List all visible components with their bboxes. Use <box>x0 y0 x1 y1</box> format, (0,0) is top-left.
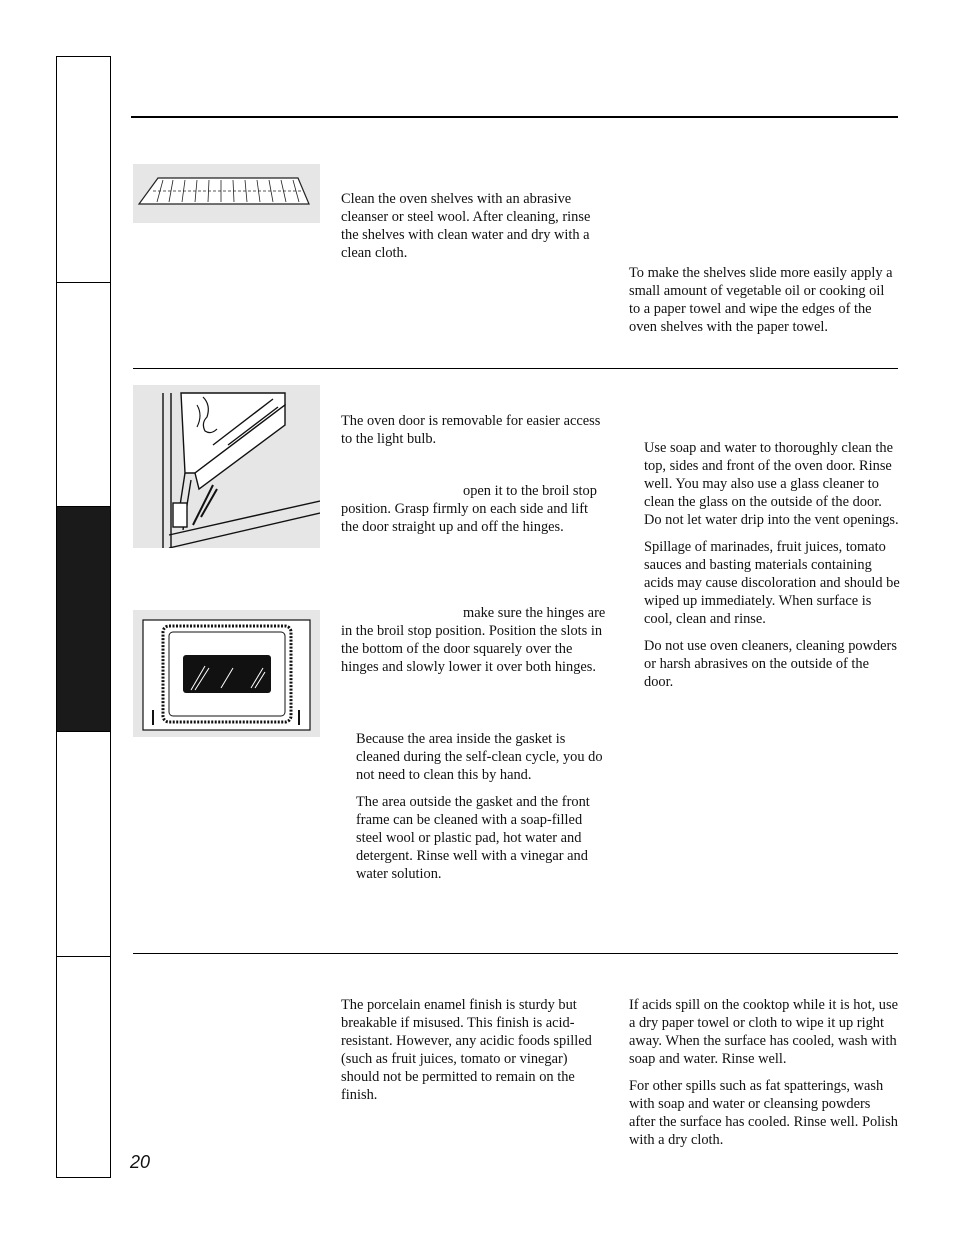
page-number: 20 <box>130 1152 151 1172</box>
section-rule-top <box>131 116 898 118</box>
door-outside-paragraph-3: Do not use oven cleaners, cleaning powders or harsh abrasives on the outside of the door. <box>644 638 897 690</box>
tab-1 <box>57 57 110 283</box>
tab-4 <box>57 732 110 957</box>
gasket-outside-paragraph: The area outside the gasket and the front frame can be cleaned with a soap-filled steel wool or plastic pad, hot water and detergent. Rinse well with a vinegar and water solution. <box>356 794 590 882</box>
door-removal-paragraph: open it to the broil stop position. Grasp firmly on each side and lift the door straight up and off the hinges. <box>341 483 597 535</box>
oven-door-icon <box>133 610 320 737</box>
gasket-inside-paragraph: Because the area inside the gasket is cleaned during the self-clean cycle, you do not need to clean this by hand. <box>356 731 603 783</box>
door-removal-text <box>341 482 603 545</box>
shelf-cleaning-text <box>341 190 603 271</box>
gasket-text <box>356 730 611 892</box>
oven-shelf-illustration <box>133 164 320 223</box>
door-intro-text <box>341 412 603 457</box>
enamel-other-paragraph: For other spills such as fat spatterings, wash with soap and water or cleansing powders after the surface has cooled. Rinse well. Polish with a dry cloth. <box>629 1078 898 1148</box>
enamel-finish-text <box>341 996 606 1113</box>
enamel-finish-paragraph: The porcelain enamel finish is sturdy but breakable if misused. This finish is acid-resistant. However, any acidic foods spilled (such as fruit juices, tomato or vinegar) should not be permitted to remain on the finish. <box>341 997 592 1103</box>
door-outside-text <box>644 439 900 700</box>
door-replace-text <box>341 604 609 685</box>
door-outside-paragraph-2: Spillage of marinades, fruit juices, tomato sauces and basting materials containing acids may cause discoloration and should be wiped up immediately. When surface is cool, clean and rinse. <box>644 539 900 627</box>
tab-2 <box>57 283 110 507</box>
shelf-slide-tip <box>629 264 899 345</box>
oven-shelf-icon <box>133 164 320 223</box>
door-replace-paragraph: make sure the hinges are in the broil stop position. Position the slots in the bottom of the door squarely over the hinges and slowly lower it over both hinges. <box>341 605 606 675</box>
section-rule-enamel <box>133 953 898 954</box>
door-intro-paragraph: The oven door is removable for easier access to the light bulb. <box>341 413 601 447</box>
section-tabs <box>56 56 111 1178</box>
enamel-spill-text <box>629 996 899 1158</box>
tab-5 <box>57 957 110 1177</box>
oven-door-gasket-illustration <box>133 610 320 737</box>
tab-care-and-cleaning-active <box>57 507 110 732</box>
section-rule-door <box>133 368 898 369</box>
shelf-cleaning-paragraph: Clean the oven shelves with an abrasive cleanser or steel wool. After cleaning, rinse the shelves with clean water and dry with a clean cloth. <box>341 191 591 261</box>
enamel-acid-paragraph: If acids spill on the cooktop while it is hot, use a dry paper towel or cloth to wipe it up right away. When the surface has cooled, wash with soap and water. Rinse well. <box>629 997 898 1067</box>
door-outside-paragraph-1: Use soap and water to thoroughly clean the top, sides and front of the oven door. Rinse well. You may also use a glass cleaner to clean the glass on the outside of the door. Do not let water drip into the vent openings. <box>644 440 899 528</box>
shelf-slide-paragraph: To make the shelves slide more easily apply a small amount of vegetable oil or cooking oil to a paper towel and wipe the edges of the oven shelves with the paper towel. <box>629 265 893 335</box>
door-removal-illustration <box>133 385 320 548</box>
door-lift-icon <box>133 385 320 548</box>
